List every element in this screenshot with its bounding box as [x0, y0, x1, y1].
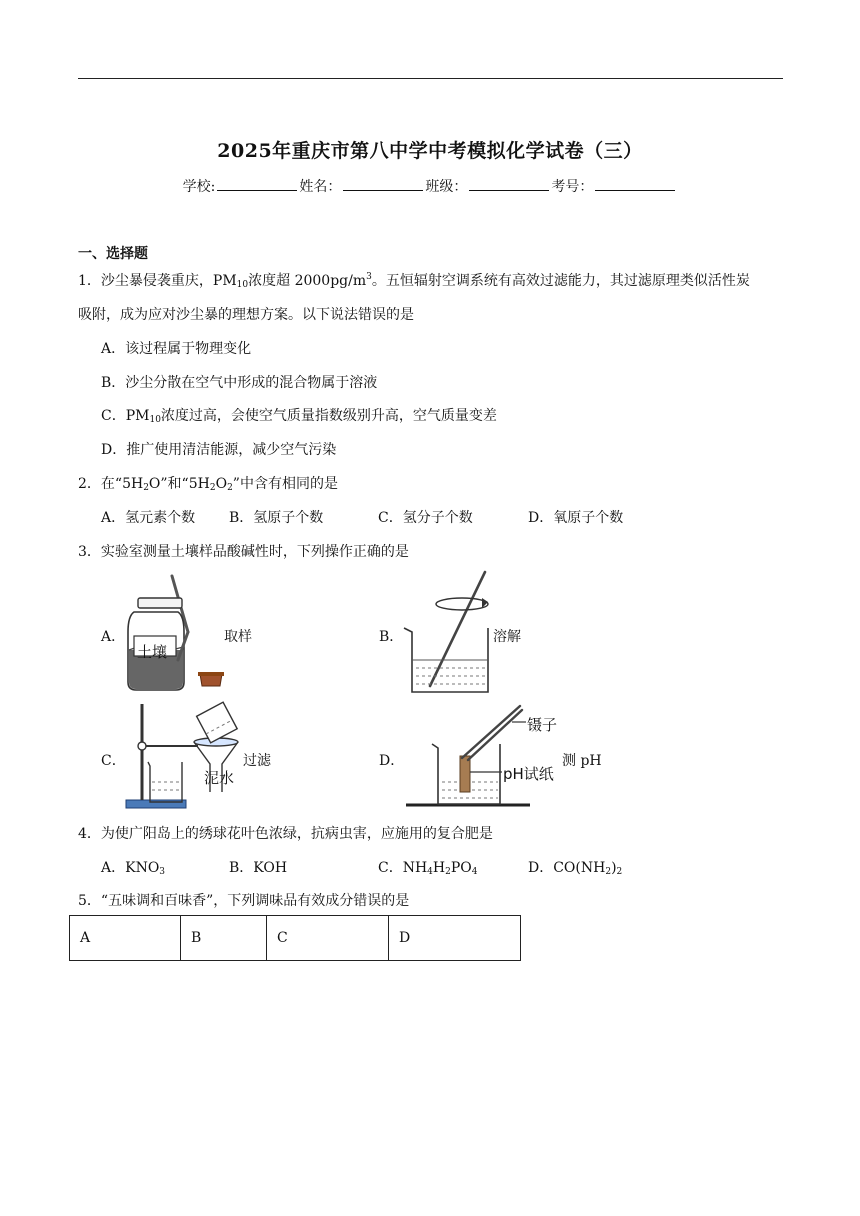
q4-opt-d-sub: 2	[605, 867, 612, 877]
class-blank[interactable]	[469, 177, 549, 191]
q4-option-c	[378, 857, 478, 877]
q3-option-b-label: 溶解	[493, 629, 521, 645]
q2-text-c: O	[215, 476, 228, 492]
q2-text-a: 2．在“5H	[78, 476, 144, 492]
table-cell-c: C	[267, 916, 389, 961]
top-rule	[78, 78, 783, 79]
q4-opt-c-c: PO	[450, 860, 472, 876]
q4-stem: 4．为使广阳岛上的绣球花叶色浓绿，抗病虫害，应施用的复合肥是	[78, 826, 493, 842]
q2-option-d: D．氧原子个数	[528, 510, 624, 526]
filtration-figure	[120, 700, 250, 812]
q4-option-d	[528, 857, 622, 877]
q2-text-b: O”和“5H	[148, 476, 210, 492]
q1-text-b: 浓度超 2000pg/m	[248, 273, 367, 289]
q2-sub3: 2	[227, 483, 233, 493]
q3-option-a-letter: A．	[101, 629, 126, 645]
q1-sub: 10	[236, 280, 249, 290]
id-label: 考号：	[551, 179, 594, 195]
q4-opt-c-a: C．NH	[378, 860, 428, 876]
q1-option-a: A．该过程属于物理变化	[101, 341, 252, 357]
filtration-label-muddy-water: 泥水	[204, 769, 235, 787]
q4-opt-c-sub2: 2	[445, 867, 451, 877]
q4-opt-c-sub3: 4	[471, 867, 478, 877]
q3-option-a-label: 取样	[224, 629, 252, 645]
id-blank[interactable]	[595, 177, 675, 191]
q3-option-d-label: 测 pH	[562, 753, 602, 769]
table-cell-a: A	[70, 916, 181, 961]
table-cell-d: D	[389, 916, 521, 961]
name-blank[interactable]	[343, 177, 423, 191]
q1-option-b: B．沙尘分散在空气中形成的混合物属于溶液	[101, 375, 378, 391]
school-blank[interactable]	[217, 177, 297, 191]
q4-option-a	[101, 857, 165, 877]
q3-stem: 3．实验室测量土壤样品酸碱性时，下列操作正确的是	[78, 544, 409, 560]
q5-stem: 5．“五味调和百味香”，下列调味品有效成分错误的是	[78, 893, 410, 909]
page-title: 2025年重庆市第八中学中考模拟化学试卷（三）	[217, 140, 643, 162]
q1-stem-line2: 吸附，成为应对沙尘暴的理想方案。以下说法错误的是	[78, 307, 414, 323]
q2-sub2: 2	[209, 483, 216, 493]
q1-opt-c-sub: 10	[149, 415, 161, 425]
q1-text-a: 1．沙尘暴侵袭重庆，PM	[78, 273, 237, 289]
ph-label-tweezers: 镊子	[527, 716, 558, 734]
name-label: 姓名：	[299, 179, 342, 195]
section-title-choice: 一、选择题	[78, 246, 148, 262]
q3-option-b-letter: B．	[379, 629, 404, 645]
q2-text-d: ”中含有相同的是	[232, 476, 338, 492]
q1-text-c: 。五恒辐射空调系统有高效过滤能力，其过滤原理类似活性炭	[371, 273, 750, 289]
q2-stem	[78, 473, 338, 493]
q4-opt-a-sub: 3	[159, 867, 166, 877]
q1-stem-line1	[78, 270, 750, 290]
q3-option-c-letter: C．	[101, 753, 126, 769]
q4-opt-a-text: A．KNO	[101, 860, 160, 876]
q4-opt-d-a: D．CO(NH	[528, 860, 606, 876]
q4-opt-d-b: )	[611, 860, 617, 876]
q4-opt-d-sub2: 2	[616, 867, 623, 877]
q2-option-b: B．氢原子个数	[229, 510, 324, 526]
student-info-line	[0, 176, 860, 196]
q1-opt-c-a: C．PM	[101, 408, 150, 424]
class-label: 班级：	[425, 179, 468, 195]
beaker-stirring-figure	[400, 568, 496, 696]
q5-options-table	[69, 915, 521, 961]
q3-option-d-letter: D．	[379, 753, 405, 769]
q2-sub1: 2	[143, 483, 149, 493]
ph-label-test-paper: pH试纸	[503, 765, 554, 783]
ph-test-figure	[404, 700, 534, 810]
table-cell-b: B	[181, 916, 267, 961]
q1-option-d: D．推广使用清洁能源，减少空气污染	[101, 442, 337, 458]
q4-option-b: B．KOH	[229, 860, 288, 876]
q1-opt-c-b: 浓度过高，会使空气质量指数级别升高，空气质量变差	[160, 408, 497, 424]
q4-opt-c-sub1: 4	[427, 867, 433, 877]
q2-option-a: A．氢元素个数	[101, 510, 196, 526]
soil-jar-figure	[120, 572, 230, 694]
q1-option-c	[101, 405, 497, 425]
q4-opt-c-b: H	[432, 860, 446, 876]
table-row	[70, 916, 521, 961]
jar-label-soil: 土壤	[137, 643, 168, 661]
q2-option-c: C．氢分子个数	[378, 510, 473, 526]
q3-option-c-label: 过滤	[243, 753, 271, 769]
school-label: 学校:	[182, 179, 216, 195]
q1-sup: 3	[366, 272, 372, 282]
